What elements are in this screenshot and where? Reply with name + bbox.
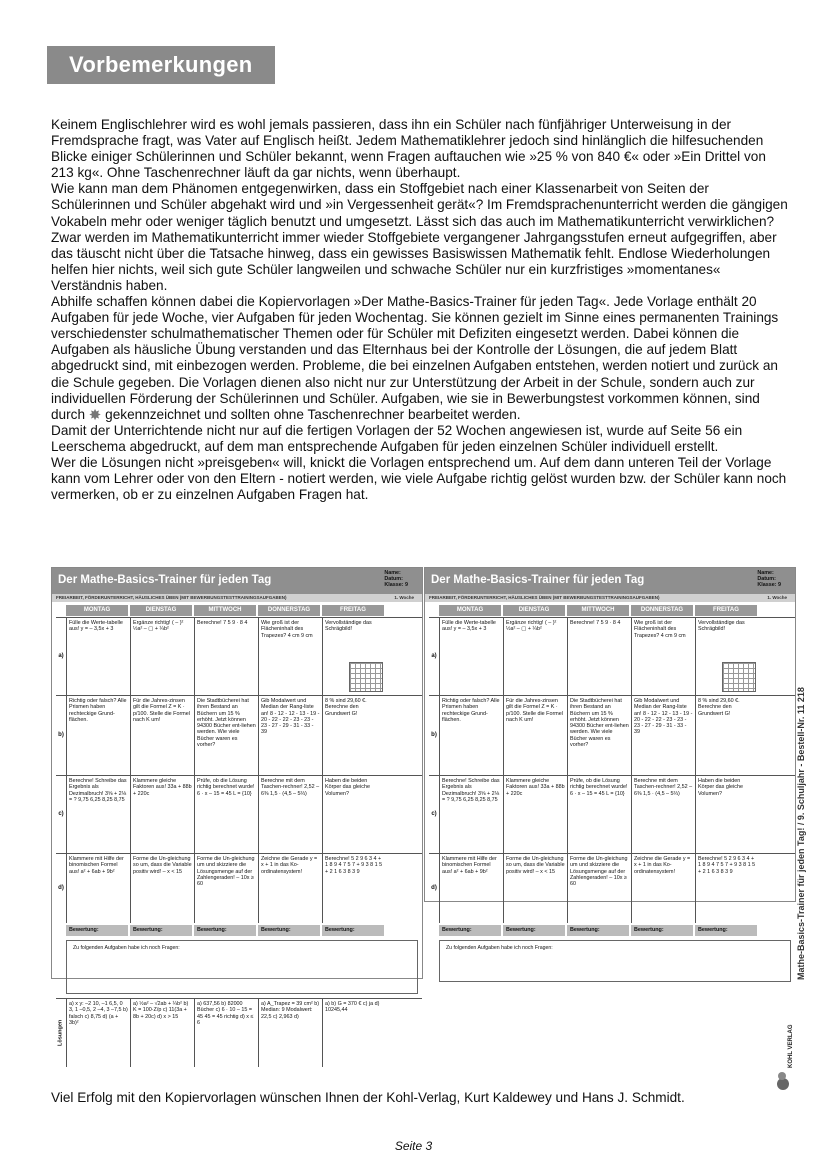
task-row: a) Fülle die Werte-tabelle aus! y = – 3,5x + 3 Ergänze richtig! ( – )² ½a² – ▢ + ¼b² Berechne! 7 5 9 · 8 4 Wie groß ist der Flächeninhalt des Trapezes? 4 cm 9 cm Vervollständige das Schrägbild! [56, 617, 422, 695]
task-row: c) Berechne! Schreibe das Ergebnis als Dezimalbruch! 3⅝ + 2⅛ = ? 9,75 6,25 8,25 8,75 Klammere gleiche Faktoren aus! 33a + 88b + 220c Prüfe, ob die Lösung richtig berechnet wurde! 6 · x – 15 = 45 L = {10} Berechne mit dem Taschen-rechner! 2,52 – 6⅜ 1,5 · (4,5 – 5⅔) Haben die beiden Körper das gleiche Volumen? [56, 775, 422, 853]
sheet-meta: Name: Datum: Klasse: 9 [384, 570, 408, 588]
solutions-row: Lösungen a) x y: –2 10, –1 6,5, 0 3, 1 –0,5, 2 –4, 3 –7,5 b) falsch c) 8,75 d) (a + 3b)² a) ½a² – √2ab + ¼b² b) K = 100·Z/p c) 11(3a + 8b + 20c) d) x > 15 a) 637,56 b) 82000 Bücher c) 6 · 10 – 15 = 45 45 = 45 richtig d) x ≤ 6 a) A_Trapez = 39 cm² b) Median: 9 Modalwert: 22,5 c) 2,963 d) a) b) G = 370 € c) ja d) 10245,44 [56, 998, 422, 1066]
section-heading: Vorbemerkungen [47, 46, 275, 84]
worksheet-preview-full [51, 567, 423, 1046]
task-row: d) Klammere mit Hilfe der binomischen Formel aus! a² + 6ab + 9b² Forme die Un-gleichung so um, dass die Variable positiv wird! – x < 15 Forme die Un-gleichung um und skizziere die Lösungsmenge auf der Zahlengeraden! – 10x ≥ 60 Zeichne die Gerade y = x + 1 in das Ko-ordinatensystem! Berechne! 5 2 9 6 3 4 + 1 8 9 4 7 5 7 + 9 3 8 1 5 + 2 1 6 3 8 3 9 [56, 853, 422, 923]
day-thursday: DONNERSTAG [258, 605, 320, 616]
svg-text:KOHL VERLAG: KOHL VERLAG [788, 1024, 794, 1068]
sheet-header: Der Mathe-Basics-Trainer für jeden Tag Name: Datum: Klasse: 9 [425, 568, 795, 594]
page-number: Seite 3 [394, 1139, 433, 1153]
worksheet-preview-folded: Der Mathe-Basics-Trainer für jeden Tag Name: Datum: Klasse: 9 FREIARBEIT, FÖRDERUNTERRICHT, HÄUSLICHES ÜBEN (MIT BEWERBUNGSTESTTRAININGSAUFGABEN) 1. Woche MONTAG DIENSTAG MITTWOCH DONNERSTAG FREITAG a) Fülle die Werte-tabelle aus! y = – 3,5x + 3 Ergänze richtig! ( – )² ½a² – ▢ + ¼b² Berechne! 7 5 9 · 8 4 Wie groß ist der Flächeninhalt des Trapezes? 4 cm 9 cm Vervollständige das Schrägbild! b) Richtig oder falsch? Alle Prismen haben rechteckige Grund-flächen. Für die Jahres-zinsen gilt die Formel Z = K · p/100. Stelle die Formel nach K um! Die Stadtbücherei hat ihren Bestand an Büchern um 15 % erhöht. Jetzt können 94300 Bücher ent-liehen werden. Wie viele Bücher waren es vorher? Gib Modalwert und Median der Rang-liste an! 8 - 12 - 12 - 13 - 19 - 20 - 22 - 22 - 23 - 23 - 23 - 27 - 29 - 31 - 33 - 39 8 % sind 29,60 €. Berechne den Grundwert G! c) Berechne! Schreibe das Ergebnis als Dezimalbruch! 3⅝ + 2⅛ = ? 9,75 6,25 8,25 8,75 Klammere gleiche Faktoren aus! 33a + 88b + 220c Prüfe, ob die Lösung richtig berechnet wurde! 6 · x – 15 = 45 L = {10} Berechne mit dem Taschen-rechner! 2,52 – 6⅜ 1,5 · (4,5 – 5⅔) Haben die beiden Körper das gleiche Volumen? d) Klammere mit Hilfe der binomischen Formel aus! a² + 6ab + 9b² Forme die Un-gleichung so um, dass die Variable positiv wird! – x < 15 Forme die Un-gleichung um und skizziere die Lösungsmenge auf der Zahlengeraden! – 10x ≥ 60 Zeichne die Gerade y = x + 1 in das Ko-ordinatensystem! Berechne! 5 2 9 6 3 4 + 1 8 9 4 7 5 7 + 9 3 8 1 5 + 2 1 6 3 8 3 9 Bewertung: Bewertung: Bewertung: Bewertung: Bewertung: Zu folgenden Aufgaben habe ich noch Fragen: [424, 567, 796, 902]
test-star-icon: ✸ [88, 406, 102, 424]
day-headers [66, 605, 422, 616]
paragraph-5: Wer die Lösungen nicht »preisgeben« will, knickt die Vorlagen entsprechend um. Auf dem dann unteren Teil der Vorlage kann vom Lehrer oder von den Eltern - notiert werden, wie viele Aufgabe richtig gelöst wurden bzw. der Schüler kann noch vermerken, ob er zu einzelnen Aufgaben Fragen hat. [51, 454, 787, 503]
sheet-title: Der Mathe-Basics-Trainer für jeden Tag [58, 574, 272, 586]
side-order-text: Mathe-Basics-Trainer für jeden Tag! / 9. Schuljahr - Bestell-Nr. 11 218 [796, 687, 806, 980]
sheet-header [52, 568, 422, 594]
task-row: b) Richtig oder falsch? Alle Prismen haben rechteckige Grund-flächen. Für die Jahres-zinsen gilt die Formel Z = K · p/100. Stelle die Formel nach K um! Die Stadtbücherei hat ihren Bestand an Büchern um 15 % erhöht. Jetzt können 94300 Bücher ent-liehen werden. Wie viele Bücher waren es vorher? Gib Modalwert und Median der Rang-liste an! 8 - 12 - 12 - 13 - 19 - 20 - 22 - 22 - 23 - 23 - 23 - 27 - 29 - 31 - 33 - 39 8 % sind 29,60 €. Berechne den Grundwert G! [56, 695, 422, 775]
publisher-logo [774, 1024, 796, 1094]
paragraph-1: Keinem Englischlehrer wird es wohl jemals passieren, dass ihn ein Schüler nach fünfjähriger Unterweisung in der Fremdsprache fragt, was Vater auf Englisch heißt. Jedem Mathematiklehrer jedoch sind hinlänglich die hilfesuchenden Blicke einiger Schülerinnen und Schüler bekannt, wenn Fragen auftauchen wie »25 % von 840 €« oder »Ein Drittel von 213 kg«. Ohne Taschenrechner läuft da gar nichts, wenn überhaupt. [51, 117, 766, 181]
closing-line: Viel Erfolg mit den Kopiervorlagen wünschen Ihnen der Kohl-Verlag, Kurt Kaldewey und Hans J. Schmidt. [51, 1090, 685, 1105]
paragraph-2: Wie kann man dem Phänomen entgegenwirken, dass ein Stoffgebiet nach einer Klassenarbeit von Seiten der Schülerinnen und Schüler abgehakt wird und »in Vergessenheit gerät«? Im Fremdsprachenunterricht werden die gängigen Vokabeln mehr oder weniger täglich benutzt und umgesetzt. Lässt sich das auch im Mathematikunterricht verwirklichen? Zwar werden im Mathematikunterricht immer wieder Stoffgebiete vergangener Jahrgangsstufen erneut aufgegriffen, aber das täuscht nicht über die Tatsache hinweg, dass ein gewisses Basiswissen Mathematik fehlt. Endlose Wiederholungen helfen hier nichts, weil sich gute Schüler langweilen und schwache Schüler nur ein kurzfristiges »momentanes« Verständnis haben. [51, 181, 788, 293]
grid-sketch [349, 662, 383, 692]
intro-text [51, 117, 791, 503]
sheet-subtitle: FREIARBEIT, FÖRDERUNTERRICHT, HÄUSLICHES ÜBEN (MIT BEWERBUNGSTESTTRAININGSAUFGABEN) 1. Woche [52, 594, 422, 602]
questions-box: Zu folgenden Aufgaben habe ich noch Fragen: [66, 940, 418, 994]
day-wednesday: MITTWOCH [194, 605, 256, 616]
rating-row: Bewertung: Bewertung: Bewertung: Bewertung: Bewertung: [66, 925, 422, 936]
paragraph-3: Abhilfe schaffen können dabei die Kopiervorlagen »Der Mathe-Basics-Trainer für jeden Tag«. Jede Vorlage enthält 20 Aufgaben für jede Woche, vier Aufgaben für jeden Wochentag. Sie können gezielt im Sinne eines permanenten Trainings verschiedenster schulmathematischer Themen oder für Schüler mit Defiziten eingesetzt werden. Dabei können die Aufgaben als häusliche Übung verstanden und das Elternhaus bei der Kontrolle der Lösungen, die auf jedem Blatt abgedruckt sind, mit einbezogen werden. Probleme, die bei einzelnen Aufgaben entstehen, werden notiert und zurück an die Schule gegeben. Die Vorlagen dienen also nicht nur zur Unterstützung der Arbeit in der Schule, sondern auch zur individuellen Förderung der Schülerinnen und Schüler. Aufgaben, wie sie in Bewerbungstest vorkommen können, sind durch ✸ gekennzeichnet und sollten ohne Taschenrechner bearbeitet werden. [51, 294, 779, 424]
solutions-label: Lösungen [57, 1019, 64, 1046]
day-tuesday: DIENSTAG [130, 605, 192, 616]
paragraph-4: Damit der Unterrichtende nicht nur auf die fertigen Vorlagen der 52 Wochen angewiesen ist, wurde auf Seite 56 ein Leerschema abgedruckt, auf dem man entsprechende Aufgaben für jeden einzelnen Schüler individuell erstellt. [51, 422, 743, 454]
task-grid [56, 617, 422, 923]
day-friday: FREITAG [322, 605, 384, 616]
day-monday: MONTAG [66, 605, 128, 616]
